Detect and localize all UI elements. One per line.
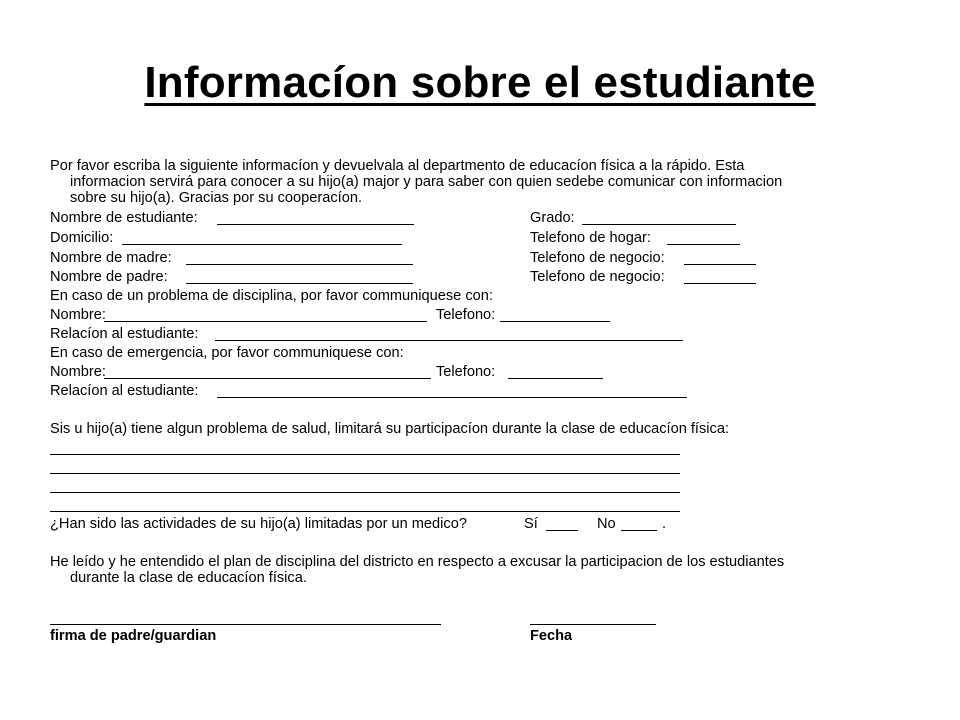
health-answer-line-4[interactable] [50, 511, 680, 512]
health-answer-line-3[interactable] [50, 492, 680, 493]
father-name-field[interactable] [186, 283, 413, 284]
emergency-heading: En caso de emergencia, por favor communiquese con: [50, 345, 404, 361]
father-name-label: Nombre de padre: [50, 269, 168, 285]
intro-line-2: informacion servirá para conocer a su hijo(a) major y para saber con quien sedebe comunicar con informacion [70, 174, 783, 190]
parent-signature-field[interactable] [50, 624, 441, 625]
emergency-phone-field[interactable] [508, 378, 603, 379]
health-answer-line-2[interactable] [50, 473, 680, 474]
yes-field[interactable] [546, 530, 578, 531]
limited-question: ¿Han sido las actividades de su hijo(a) limitadas por un medico? [50, 516, 467, 532]
emergency-name-label: Nombre: [50, 364, 106, 380]
discipline-phone-label: Telefono: [436, 307, 496, 323]
discipline-relation-label: Relacíon al estudiante: [50, 326, 199, 342]
mother-business-phone-field[interactable] [684, 264, 756, 265]
mother-business-phone-label: Telefono de negocio: [530, 250, 665, 266]
emergency-relation-field[interactable] [217, 397, 687, 398]
home-phone-field[interactable] [667, 244, 740, 245]
date-label: Fecha [530, 628, 573, 644]
grade-field[interactable] [582, 224, 736, 225]
emergency-name-field[interactable] [104, 378, 431, 379]
discipline-relation-field[interactable] [215, 340, 683, 341]
address-field[interactable] [122, 244, 402, 245]
date-field[interactable] [530, 624, 656, 625]
discipline-heading: En caso de un problema de disciplina, por favor communiquese con: [50, 288, 493, 304]
mother-name-field[interactable] [186, 264, 413, 265]
health-question: Sis u hijo(a) tiene algun problema de salud, limitará su participacíon durante la clase de educacíon física: [50, 421, 729, 437]
father-business-phone-label: Telefono de negocio: [530, 269, 665, 285]
end-mark: . [662, 516, 667, 532]
address-label: Domicilio: [50, 230, 114, 246]
grade-label: Grado: [530, 210, 575, 226]
student-name-field[interactable] [217, 224, 414, 225]
intro-line-3: sobre su hijo(a). Gracias por su cooperacíon. [70, 190, 363, 206]
health-answer-line-1[interactable] [50, 454, 680, 455]
discipline-name-label: Nombre: [50, 307, 106, 323]
parent-signature-label: firma de padre/guardian [50, 628, 217, 644]
agreement-line-2: durante la clase de educacíon física. [70, 570, 307, 586]
agreement-line-1: He leído y he entendido el plan de disciplina del districto en respecto a excusar la participacion de los estudiantes [50, 554, 785, 570]
no-field[interactable] [621, 530, 657, 531]
emergency-relation-label: Relacíon al estudiante: [50, 383, 199, 399]
discipline-name-field[interactable] [104, 321, 427, 322]
mother-name-label: Nombre de madre: [50, 250, 172, 266]
no-label: No [597, 516, 616, 532]
student-name-label: Nombre de estudiante: [50, 210, 198, 226]
yes-label: Sí [524, 516, 538, 532]
home-phone-label: Telefono de hogar: [530, 230, 651, 246]
discipline-phone-field[interactable] [500, 321, 610, 322]
father-business-phone-field[interactable] [684, 283, 756, 284]
intro-line-1: Por favor escriba la siguiente informacíon y devuelvala al department​o de educacíon física a la rápido. Esta [50, 158, 745, 174]
emergency-phone-label: Telefono: [436, 364, 496, 380]
page-title: Informacíon sobre el estudiante [144, 58, 816, 107]
